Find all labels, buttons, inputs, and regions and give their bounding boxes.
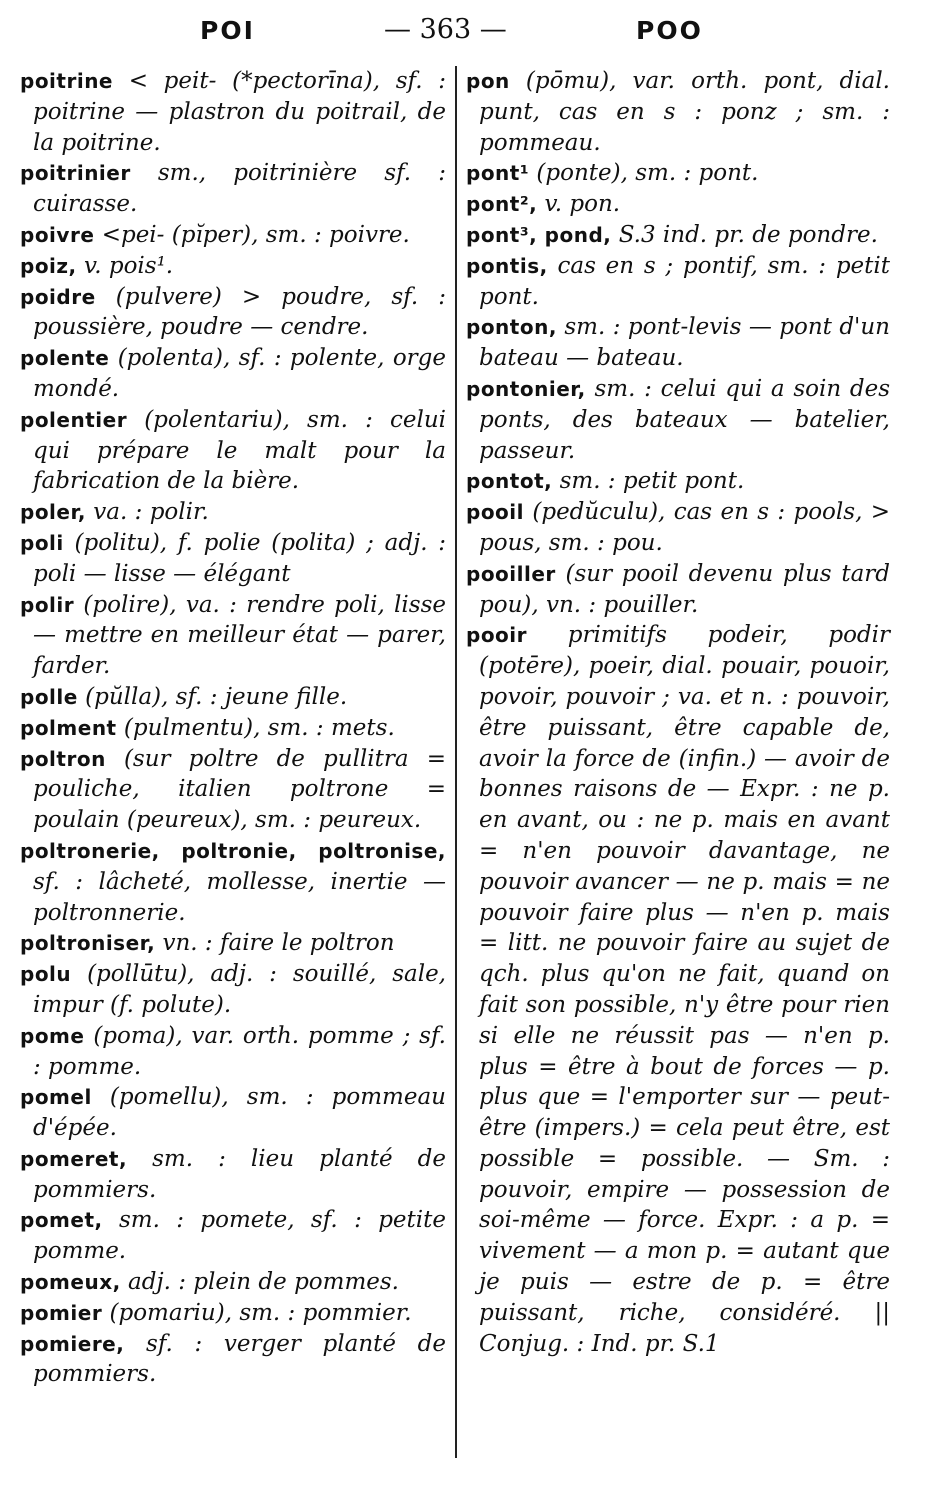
entry-headword: pontonier, [466, 376, 586, 401]
dictionary-entry [20, 1082, 446, 1144]
dictionary-entry [20, 158, 446, 220]
dictionary-entry [20, 405, 446, 497]
dictionary-entry [20, 220, 446, 251]
entry-definition: S.3 ind. pr. de pondre. [611, 221, 878, 248]
dictionary-entry [20, 282, 446, 344]
dictionary-entry [20, 1144, 446, 1206]
column-divider [455, 66, 457, 1458]
entry-headword: polu [20, 962, 72, 987]
dictionary-entry [466, 251, 890, 313]
entry-headword: pont³, pond, [466, 222, 612, 247]
entry-definition: sm., poitrinière sf. : cuirasse. [33, 160, 446, 218]
dictionary-entry [20, 1298, 446, 1329]
entry-headword: pomeux, [20, 1270, 121, 1295]
dictionary-entry [466, 497, 890, 559]
entry-headword: pome [20, 1023, 85, 1048]
entry-definition: sm. : lieu planté de pommiers. [33, 1145, 446, 1203]
entry-headword: poltron [20, 746, 106, 771]
entry-definition: sm. : pont-levis — pont d'un bateau — bateau. [479, 314, 890, 372]
entry-headword: pomier [20, 1300, 103, 1325]
dictionary-entry [466, 559, 890, 621]
entry-headword: poler, [20, 500, 86, 525]
entry-definition: (pŭlla), sf. : jeune fille. [77, 683, 348, 710]
entry-headword: poltroniser, [20, 931, 156, 956]
entry-definition: v. pois¹. [76, 252, 174, 279]
entry-definition: (pomariu), sm. : pommier. [102, 1299, 412, 1326]
dictionary-entry [466, 158, 890, 189]
dictionary-entry [466, 374, 890, 466]
entry-headword: pomiere, [20, 1331, 125, 1356]
entry-headword: ponton, [466, 315, 557, 340]
entry-definition: (pōmu), var. orth. pont, dial. punt, cas en s : ponz ; sm. : pommeau. [479, 68, 890, 156]
entry-headword: pontis, [466, 253, 548, 278]
entry-headword: pont², [466, 192, 538, 217]
entry-headword: poiz, [20, 253, 77, 278]
entry-definition: sm. : petit pont. [552, 468, 745, 495]
dictionary-entry [20, 1205, 446, 1267]
entry-headword: pont¹ [466, 161, 530, 186]
entry-definition: (pomellu), sm. : pommeau d'épée. [33, 1084, 446, 1142]
entry-definition: (pedŭculu), cas en s : pools, > pous, sm. : pou. [479, 499, 890, 556]
entry-definition: sf. : lâcheté, mollesse, inertie — poltronnerie. [33, 868, 446, 926]
header-right-guideword: POO [636, 16, 703, 45]
entry-headword: poitrinier [20, 161, 131, 186]
dictionary-entry [466, 620, 890, 1359]
entry-headword: pooiller [466, 561, 556, 586]
entry-definition: sf. : verger planté de pommiers. [33, 1330, 446, 1388]
entry-definition: primitifs podeir, podir (potēre), poeir, dial. pouair, pouoir, povoir, pouvoir ; va. et n. : pouvoir, être puissant, être capable de, avoir la force de (infin.) — avoir de bonnes raisons de — Expr. : ne p. en avant, ou : ne p. mais en avant = n'en pouvoir davantage, ne pouvoir avancer — ne p. mais = ne pouvoir faire plus — n'en p. mais = litt. ne pouvoir faire au sujet de qch. plus qu'on ne fait, quand on fait son possible, n'y être pour rien si elle ne réussit pas — n'en p. plus = être à bout de forces — p. plus que = l'emporter sur — peut-être (impers.) = cela peut être, est possible = possible. — Sm. : pouvoir, empire — possession de soi-même — force. Expr. : a p. = vivement — a mon p. = autant que je puis — estre de p. = être puissant, riche, considéré. || Conjug. : Ind. pr. S.1 [479, 622, 890, 1357]
dictionary-entry [20, 528, 446, 590]
entry-definition: adj. : plein de pommes. [120, 1269, 399, 1296]
page-number: — 363 — [384, 14, 507, 45]
entry-headword: polentier [20, 407, 128, 432]
dictionary-entry [20, 959, 446, 1021]
entry-definition: <pei- (pĭper), sm. : poivre. [94, 221, 410, 248]
entry-headword: polir [20, 592, 75, 617]
entry-definition: (pollūtu), adj. : souillé, sale, impur (f. polute). [33, 961, 446, 1018]
dictionary-entry [20, 497, 446, 528]
dictionary-entry [466, 189, 890, 220]
entry-definition: v. pon. [537, 191, 621, 218]
header-left-guideword: POI [200, 16, 255, 45]
entry-definition: sm. : celui qui a soin des ponts, des bateaux — batelier, passeur. [479, 375, 890, 464]
left-column [20, 66, 446, 1390]
dictionary-entry [20, 251, 446, 282]
entry-definition: (sur pooil devenu plus tard pou), vn. : pouiller. [479, 560, 890, 618]
entry-definition: (pulmentu), sm. : mets. [116, 714, 395, 741]
entry-headword: polente [20, 346, 110, 371]
entry-definition: sm. : pomete, sf. : petite pomme. [33, 1207, 446, 1265]
entry-definition: < peit- (*pectorīna), sf. : poitrine — plastron du poitrail, de la poitrine. [33, 68, 446, 156]
dictionary-entry [20, 928, 446, 959]
dictionary-entry [20, 66, 446, 158]
entry-headword: pooir [466, 623, 528, 648]
dictionary-entry [466, 466, 890, 497]
dictionary-entry [466, 220, 890, 251]
entry-definition: va. : polir. [86, 499, 209, 526]
dictionary-entry [466, 312, 890, 374]
entry-headword: pontot, [466, 469, 553, 494]
entry-definition: cas en s ; pontif, sm. : petit pont. [479, 252, 890, 310]
dictionary-entry [20, 744, 446, 836]
entry-definition: (ponte), sm. : pont. [529, 160, 759, 187]
dictionary-entry [466, 66, 890, 158]
entry-headword: poivre [20, 222, 95, 247]
entry-headword: poidre [20, 284, 96, 309]
entry-headword: poli [20, 530, 64, 555]
entry-definition: (pulvere) > poudre, sf. : poussière, poudre — cendre. [33, 283, 446, 341]
entry-headword: pomeret, [20, 1146, 128, 1171]
entry-headword: polment [20, 715, 117, 740]
entry-definition: (poma), var. orth. pomme ; sf. : pomme. [33, 1022, 446, 1080]
dictionary-entry [20, 1021, 446, 1083]
entry-headword: pomet, [20, 1208, 103, 1233]
entry-headword: poltronerie, poltronie, poltronise, [20, 838, 446, 863]
dictionary-entry [20, 590, 446, 682]
entry-headword: poitrine [20, 69, 113, 93]
entry-definition: (polire), va. : rendre poli, lisse — mettre en meilleur état — parer, farder. [33, 591, 446, 680]
dictionary-entry [20, 1329, 446, 1391]
entry-definition: (polenta), sf. : polente, orge mondé. [33, 345, 446, 402]
dictionary-entry [20, 1267, 446, 1298]
entry-headword: polle [20, 684, 78, 709]
right-column [466, 66, 890, 1359]
page-header [0, 12, 927, 56]
dictionary-entry [20, 682, 446, 713]
entry-definition: vn. : faire le poltron [155, 930, 395, 957]
entry-definition: (politu), f. polie (polita) ; adj. : poli — lisse — élégant [33, 529, 446, 587]
dictionary-entry [20, 836, 446, 928]
entry-headword: pomel [20, 1085, 92, 1110]
entry-headword: pon [466, 69, 510, 93]
dictionary-entry [20, 713, 446, 744]
entry-definition: (sur poltre de pullitra = pouliche, italien poltrone = poulain (peureux), sm. : peureux. [33, 745, 446, 834]
entry-headword: pooil [466, 500, 525, 525]
dictionary-entry [20, 343, 446, 405]
entry-definition: (polentariu), sm. : celui qui prépare le malt pour la fabrication de la bière. [33, 406, 446, 495]
